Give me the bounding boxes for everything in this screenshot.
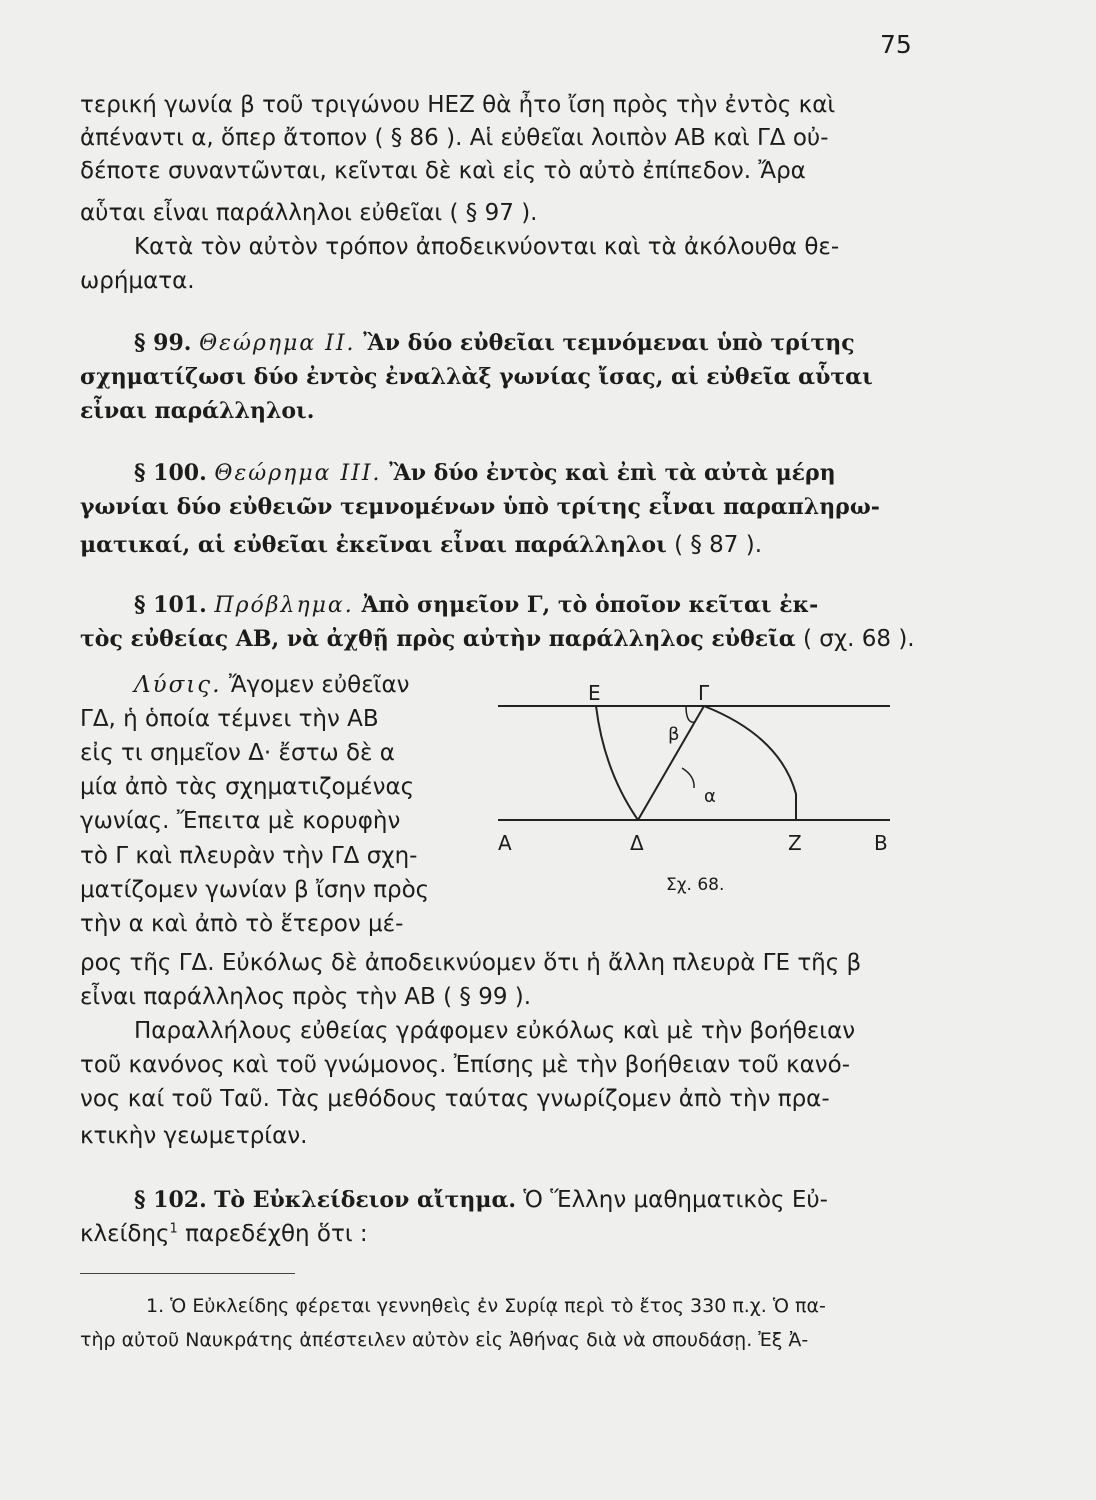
problem-text-line [80, 626, 915, 652]
section-text: κλείδης [80, 1221, 170, 1247]
solution-text: τὸ Γ καὶ πλευρὰν τὴν ΓΔ σχη- [80, 843, 418, 869]
theorem-99-heading [134, 330, 855, 356]
solution-text: τὴν α καὶ ἀπὸ τὸ ἕτερον μέ- [80, 911, 404, 937]
solution-text: μία ἀπὸ τὰς σχηματιζομένας [80, 774, 415, 800]
section-number: § 100. [134, 460, 207, 486]
section-number: § 102. [134, 1187, 207, 1213]
theorem-text: Ἂν δύο εὐθεῖαι τεμνόμεναι ὑπὸ τρίτης [363, 330, 855, 356]
point-label-G: Γ [698, 681, 710, 705]
text-line: ωρήματα. [80, 268, 195, 294]
solution-first-line [134, 672, 409, 698]
solution-label: Λύσις. [134, 672, 222, 698]
angle-alpha-arc [682, 768, 694, 788]
theorem-label: Θεώρημα II. [199, 331, 356, 356]
point-label-E: E [588, 681, 601, 705]
footnote-text: τὴρ αὐτοῦ Ναυκράτης ἀπέστειλεν αὐτὸν εἰς Ἀθήνας διὰ νὰ σπουδάσῃ. Ἐξ Ἀ- [80, 1329, 809, 1351]
point-label-A: A [498, 831, 512, 855]
solution-text: εἶναι παράλληλος πρὸς τὴν AB ( § 99 ). [80, 984, 532, 1010]
problem-text: τὸς εὐθείας AB, νὰ ἀχθῇ πρὸς αὐτὴν παράλληλος εὐθεῖα [80, 626, 796, 652]
footnote-text: 1. Ὁ Εὐκλείδης φέρεται γεννηθεὶς ἐν Συρίᾳ περὶ τὸ ἔτος 330 π.χ. Ὁ πα- [146, 1295, 826, 1317]
theorem-text: εἶναι παράλληλοι. [80, 398, 315, 424]
point-label-B: B [874, 831, 888, 855]
text-line: κτικὴν γεωμετρίαν. [80, 1123, 308, 1149]
problem-101-heading [134, 592, 818, 618]
point-label-D: Δ [630, 831, 644, 855]
theorem-text-line [80, 532, 762, 558]
text-line: ἀπέναντι α, ὅπερ ἄτοπον ( § 86 ). Αἱ εὐθεῖαι λοιπὸν AB καὶ ΓΔ οὐ- [80, 125, 829, 151]
text-line: Κατὰ τὸν αὐτὸν τρόπον ἀποδεικνύονται καὶ τὰ ἀκόλουθα θε- [134, 234, 840, 260]
section-title: Τὸ Εὐκλείδειον αἴτημα. [214, 1187, 517, 1213]
text-line: αὗται εἶναι παράλληλοι εὐθεῖαι ( § 97 ). [80, 200, 538, 226]
text-line: τερική γωνία β τοῦ τριγώνου HEZ θὰ ἦτο ἴση πρὸς τὴν ἐντὸς καὶ [80, 92, 836, 118]
solution-text: ρος τῆς ΓΔ. Εὐκόλως δὲ ἀποδεικνύομεν ὅτι ἡ ἄλλη πλευρὰ ΓΕ τῆς β [80, 950, 862, 976]
figure-caption: Σχ. 68. [666, 875, 725, 895]
section-text: παρεδέχθη ὅτι : [177, 1221, 368, 1247]
text-line: Παραλλήλους εὐθείας γράφομεν εὐκόλως καὶ μὲ τὴν βοήθειαν [134, 1018, 856, 1044]
theorem-text: γωνίαι δύο εὐθειῶν τεμνομένων ὑπὸ τρίτης εἶναι παραπληρω- [80, 494, 880, 520]
footnote-marker: 1 [169, 1221, 178, 1237]
theorem-100-heading [134, 460, 836, 486]
angle-beta-arc [686, 706, 695, 722]
page-number: 75 [880, 30, 912, 59]
solution-text: εἰς τι σημεῖον Δ· ἔστω δὲ α [80, 740, 395, 766]
solution-text: Ἄγομεν εὐθεῖαν [228, 672, 410, 698]
problem-label: Πρόβλημα. [214, 593, 354, 618]
section-number: § 101. [134, 592, 207, 618]
figure-reference: ( σχ. 68 ). [802, 626, 915, 652]
section-text-line [80, 1221, 368, 1247]
section-number: § 99. [134, 330, 192, 356]
solution-text: ΓΔ, ἡ ὁποία τέμνει τὴν AB [80, 706, 379, 732]
arc-right [704, 706, 796, 820]
solution-text: γωνίας. Ἔπειτα μὲ κορυφὴν [80, 808, 401, 834]
text-line: τοῦ κανόνος καὶ τοῦ γνώμονος. Ἐπίσης μὲ τὴν βοήθειαν τοῦ κανό- [80, 1052, 851, 1078]
geometry-figure-68 [490, 676, 910, 916]
theorem-text: σχηματίζωσι δύο ἐντὸς ἐναλλὰξ γωνίας ἴσας, αἱ εὐθεῖα αὗται [80, 364, 873, 390]
section-text: Ὁ Ἕλλην μαθηματικὸς Εὐ- [523, 1187, 828, 1213]
angle-label-alpha: α [704, 786, 716, 807]
footnote-divider [80, 1273, 295, 1274]
angle-label-beta: β [668, 724, 680, 745]
arc-left [596, 706, 638, 820]
text-line: νος καί τοῦ Ταῦ. Τὰς μεθόδους ταύτας γνωρίζομεν ἀπὸ τὴν πρα- [80, 1086, 830, 1112]
section-102-heading [134, 1187, 828, 1213]
solution-text: ματίζομεν γωνίαν β ἴσην πρὸς [80, 877, 430, 903]
theorem-label: Θεώρημα III. [214, 461, 382, 486]
point-label-Z: Z [788, 831, 802, 855]
theorem-text: Ἂν δύο ἐντὸς καὶ ἐπὶ τὰ αὐτὰ μέρη [389, 460, 836, 486]
problem-text: Ἀπὸ σημεῖον Γ, τὸ ὁποῖον κεῖται ἐκ- [361, 592, 819, 618]
text-line: δέποτε συναντῶνται, κεῖνται δὲ καὶ εἰς τὸ αὐτὸ ἐπίπεδον. Ἄρα [80, 158, 806, 184]
section-reference: ( § 87 ). [674, 532, 763, 558]
theorem-text: ματικαί, αἱ εὐθεῖαι ἐκεῖναι εἶναι παράλληλοι [80, 532, 667, 558]
